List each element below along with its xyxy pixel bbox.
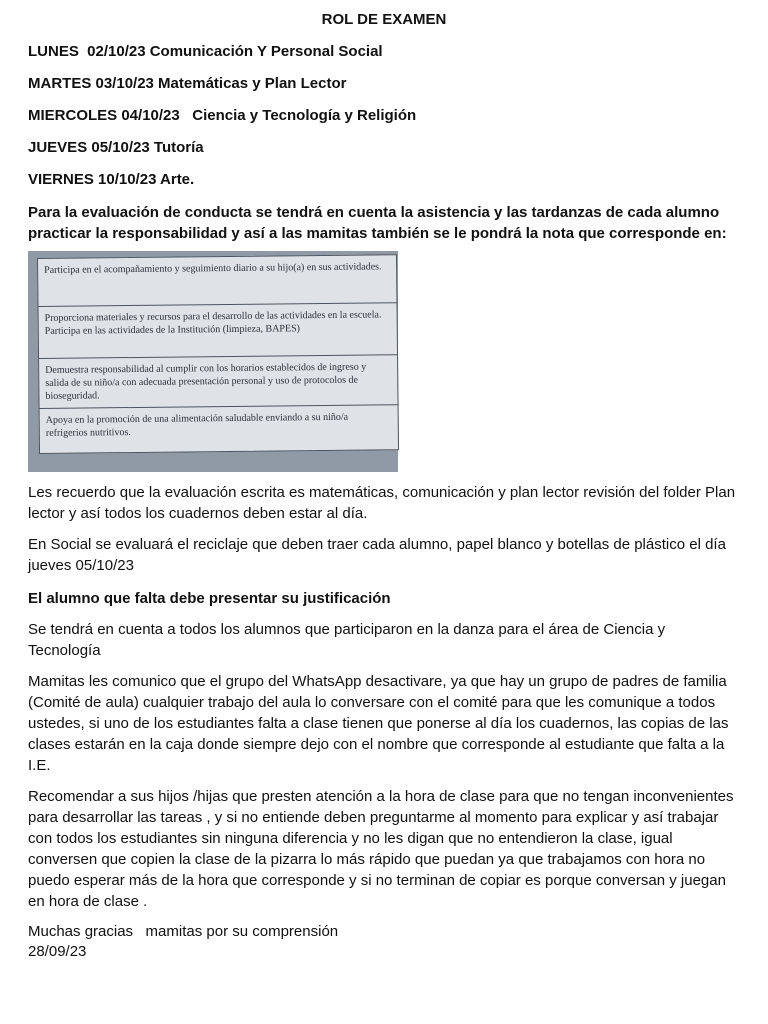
- document-date: 28/09/23: [28, 943, 87, 960]
- criteria-row: Proporciona materiales y recursos para el desarrollo de las actividades en la escuela. Participa en las actividades de la Institución (limpieza, BAPES): [39, 303, 398, 359]
- criteria-row: Apoya en la promoción de una alimentación saludable enviando a su niño/a refrigerios nutritivos.: [45, 411, 349, 439]
- criteria-row: Participa en el acompañamiento y seguimiento diario a su hijo(a) en sus actividades.: [38, 255, 396, 307]
- criteria-photo: [28, 251, 398, 472]
- schedule-thursday: JUEVES 05/10/23 Tutoría: [28, 139, 204, 156]
- paragraph-recommendation: Recomendar a sus hijos /hijas que presten atención a la hora de clase para que no tengan inconvenientes para desarrollar las tareas , y si no entiende deben preguntarme al momento para explicar y así trabajar con todos los estudiantes sin ninguna diferencia y no les digan que no entendieron la clase, igual conversen que copien la clase de la pizarra lo más rápido que puedan ya que trabajamos con hora no puedo esperar más de la hora que corresponde y si no terminan de copiar es porque conversan y juegan en hora de clase .: [28, 788, 734, 910]
- paragraph-written-exam: Les recuerdo que la evaluación escrita es matemáticas, comunicación y plan lector revisión del folder Plan lector y así todos los cuadernos deben estar al día.: [28, 484, 736, 522]
- schedule-monday: LUNES 02/10/23 Comunicación Y Personal Social: [28, 43, 383, 60]
- schedule-tuesday: MARTES 03/10/23 Matemáticas y Plan Lector: [28, 75, 347, 92]
- criteria-row: Demuestra responsabilidad al cumplir con los horarios establecidos de ingreso y salida de su niño/a con adecuada presentación personal y uso de protocolos de bioseguridad.: [39, 355, 398, 409]
- closing-thanks: Muchas gracias mamitas por su comprensión: [28, 923, 339, 940]
- paragraph-dance: Se tendrá en cuenta a todos los alumnos que participaron en la danza para el área de Ciencia y Tecnología: [28, 621, 666, 659]
- conduct-intro: Para la evaluación de conducta se tendrá en cuenta la asistencia y las tardanzas de cada alumno practicar la responsabilidad y así a las mamitas también se le pondrá la nota que corresponde en:: [28, 204, 727, 242]
- schedule-friday: VIERNES 10/10/23 Arte.: [28, 171, 195, 188]
- paragraph-whatsapp: Mamitas les comunico que el grupo del WhatsApp desactivare, ya que hay un grupo de padres de familia (Comité de aula) cualquier trabajo del aula lo conversare con el comité para que les comunique a todos ustedes, si uno de los estudiantes falta a clase tienen que ponerse al día los cuadernos, las copias de las clases estarán en la caja donde siempre dejo con el nombre que corresponde al estudiante que falta a la I.E.: [28, 673, 729, 774]
- absence-notice: El alumno que falta debe presentar su justificación: [28, 590, 391, 607]
- paragraph-social-recycling: En Social se evaluará el reciclaje que deben traer cada alumno, papel blanco y botellas de plástico el día jueves 05/10/23: [28, 536, 726, 574]
- document-title: ROL DE EXAMEN: [321, 11, 447, 28]
- criteria-table: [37, 254, 399, 454]
- schedule-wednesday: MIERCOLES 04/10/23 Ciencia y Tecnología y Religión: [28, 107, 417, 124]
